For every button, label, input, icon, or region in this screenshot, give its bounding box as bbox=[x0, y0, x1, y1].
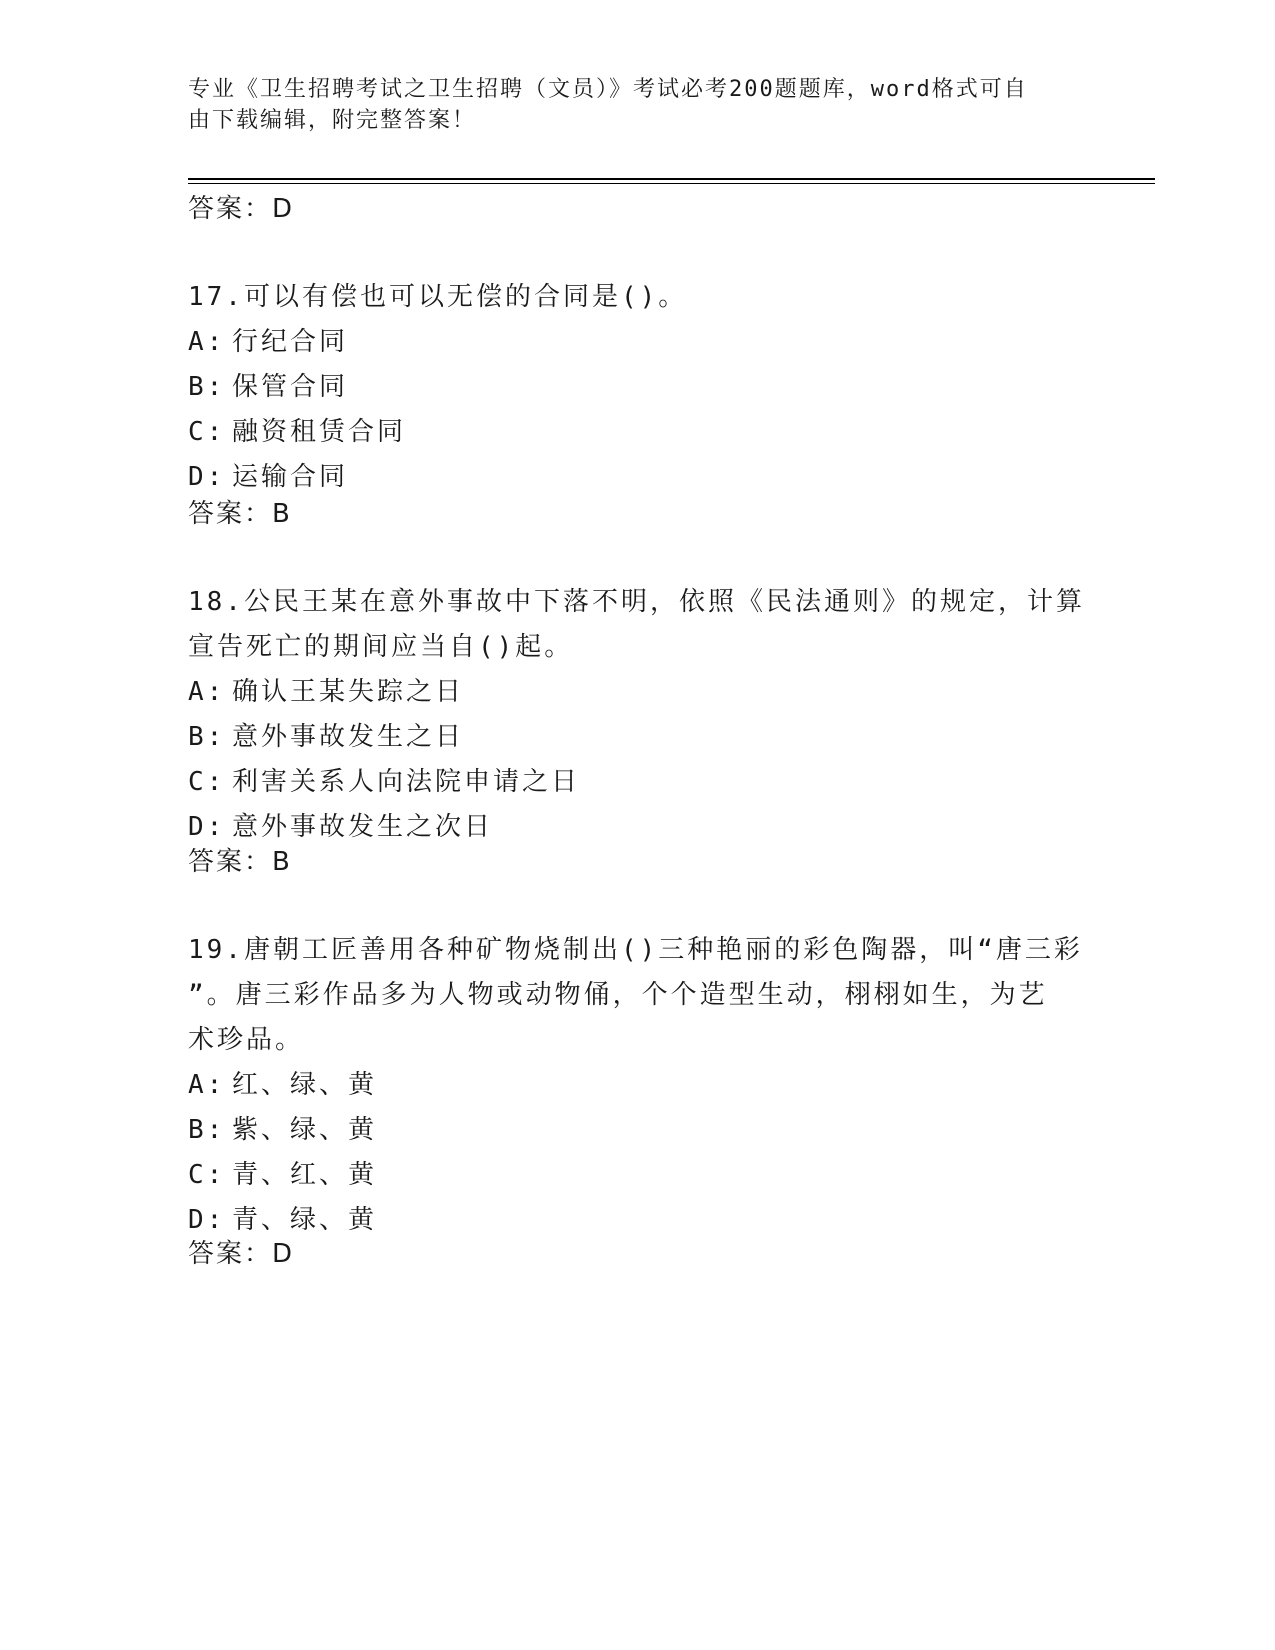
option-c: C: 利害关系人向法院申请之日 bbox=[188, 767, 581, 797]
option-d: D: 运输合同 bbox=[188, 462, 349, 492]
header-line-1: 专业《卫生招聘考试之卫生招聘（文员）》考试必考200题题库，word格式可自 bbox=[188, 77, 1028, 102]
question-18 bbox=[188, 580, 1088, 850]
answer-18: 答案：B bbox=[188, 847, 292, 877]
question-stem-line-1: 19.唐朝工匠善用各种矿物烧制出()三种艳丽的彩色陶器，叫“唐三彩 bbox=[188, 935, 1083, 965]
question-stem-line-1: 18.公民王某在意外事故中下落不明，依照《民法通则》的规定，计算 bbox=[188, 587, 1085, 617]
option-c: C: 融资租赁合同 bbox=[188, 417, 407, 447]
option-b: B: 紫、绿、黄 bbox=[188, 1115, 378, 1145]
option-a: A: 行纪合同 bbox=[188, 327, 349, 357]
question-stem: 17.可以有偿也可以无偿的合同是()。 bbox=[188, 282, 688, 312]
option-a: A: 确认王某失踪之日 bbox=[188, 677, 465, 707]
question-stem-line-2: ”。唐三彩作品多为人物或动物俑，个个造型生动，栩栩如生，为艺 bbox=[188, 980, 1048, 1010]
header-divider-thick bbox=[188, 178, 1155, 180]
document-header bbox=[188, 74, 1068, 136]
answer-19: 答案：D bbox=[188, 1239, 295, 1269]
question-stem-line-3: 术珍品。 bbox=[188, 1025, 305, 1055]
option-b: B: 意外事故发生之日 bbox=[188, 722, 465, 752]
previous-answer: 答案：D bbox=[188, 194, 295, 224]
option-a: A: 红、绿、黄 bbox=[188, 1070, 378, 1100]
header-divider-thin bbox=[188, 183, 1155, 184]
option-d: D: 青、绿、黄 bbox=[188, 1205, 378, 1235]
question-17 bbox=[188, 275, 1088, 500]
option-b: B: 保管合同 bbox=[188, 372, 349, 402]
question-stem-line-2: 宣告死亡的期间应当自()起。 bbox=[188, 632, 574, 662]
answer-17: 答案：B bbox=[188, 499, 292, 529]
option-d: D: 意外事故发生之次日 bbox=[188, 812, 494, 842]
question-19 bbox=[188, 928, 1088, 1243]
header-line-2: 由下载编辑，附完整答案！ bbox=[188, 108, 477, 133]
option-c: C: 青、红、黄 bbox=[188, 1160, 378, 1190]
